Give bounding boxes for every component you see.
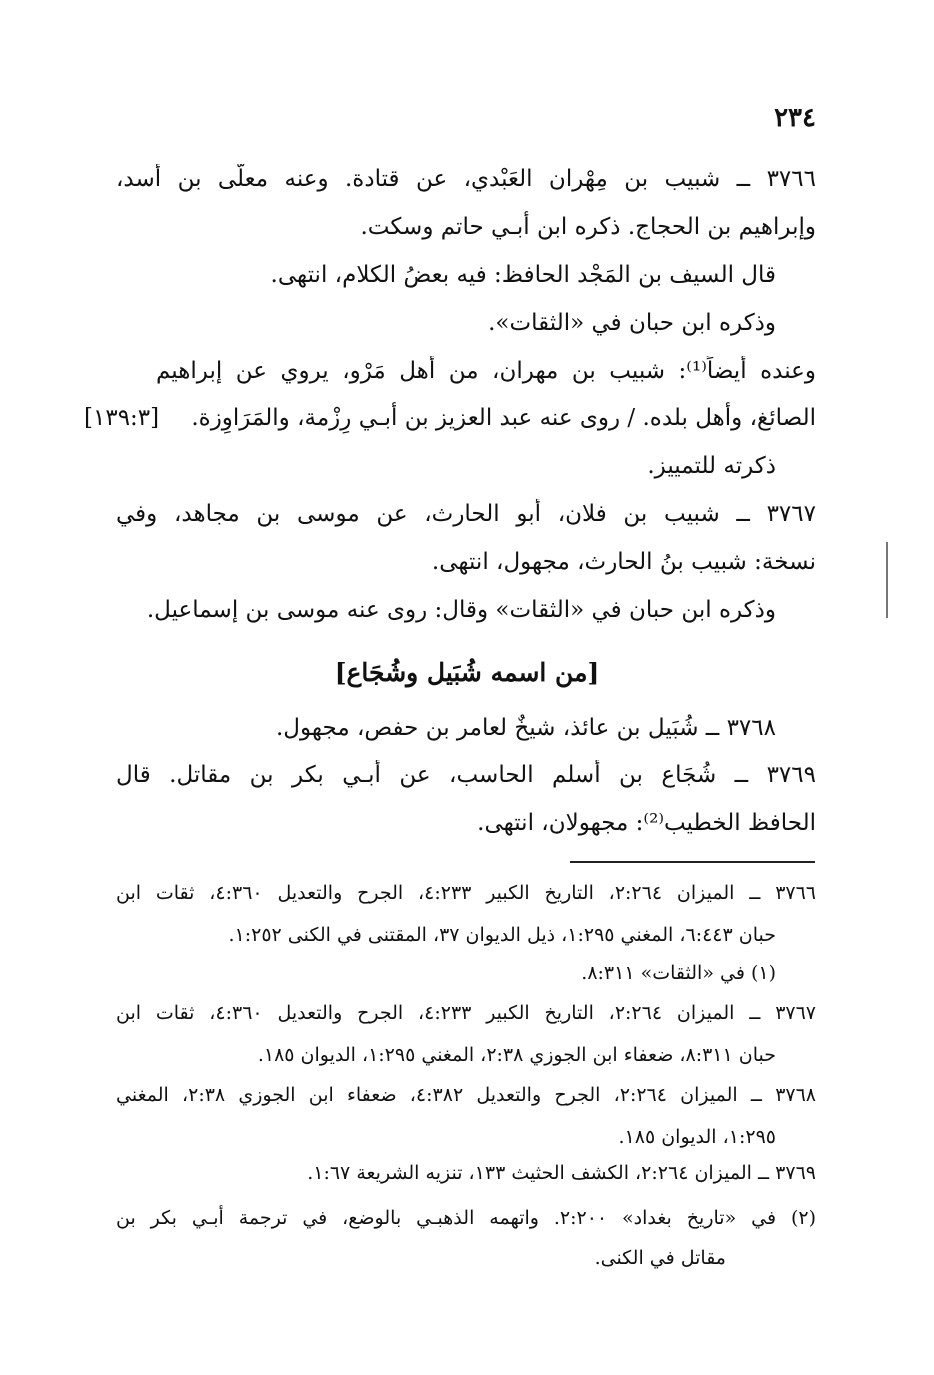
entry-3766-line-2: وإبراهيم بن الحجاج. ذكره ابن أبـي حاتم وسكت. (360, 214, 816, 240)
footnote-3768-line-2: ١:٢٩٥، الديوان ١٨٥. (618, 1126, 776, 1148)
footnote-note-1: (١) في «الثقات» ٨:٣١١. (581, 962, 776, 984)
footnote-separator (570, 861, 815, 863)
entry-3767-line-1: ٣٧٦٧ ــ شبيب بن فلان، أبو الحارث، عن موسى بن مجاهد، وفي (116, 501, 816, 527)
entry-3766-line-1: ٣٧٦٦ ــ شبيب بن مِهْران العَبْدي، عن قتادة. وعنه معلّى بن أسد، (116, 166, 816, 192)
entry-3767-line-2: نسخة: شبيب بنُ الحارث، مجهول، انتهى. (431, 549, 816, 575)
entry-3766-line-7: ذكرته للتمييز. (647, 453, 776, 479)
footnote-note-2-line-2: مقاتل في الكنى. (594, 1247, 726, 1269)
margin-rule (886, 542, 888, 618)
entry-3766-line-6: الصائغ، وأهل بلده. / روى عنه عبد العزيز بن أبـي رِزْمة، والمَرَاوِزة. (191, 405, 816, 431)
page-number: ٢٣٤ (774, 103, 816, 133)
entry-3769-line-2: الحافظ الخطيب⁽²⁾: مجهولان، انتهى. (477, 810, 816, 836)
section-heading: [من اسمه شُبَيل وشُجَاع] (334, 658, 600, 687)
entry-3766-line-3: قال السيف بن المَجْد الحافظ: فيه بعضُ الكلام، انتهى. (270, 262, 776, 288)
footnote-3769-line-1: ٣٧٦٩ ــ الميزان ٢:٢٦٤، الكشف الحثيث ١٣٣، تنزيه الشريعة ١:٦٧. (307, 1162, 816, 1184)
footnote-3766-line-2: حبان ٦:٤٤٣، المغني ١:٢٩٥، ذيل الديوان ٣٧، المقتنى في الكنى ١:٢٥٢. (228, 924, 776, 946)
footnote-note-2-line-1: (٢) في «تاريخ بغداد» ٢:٢٠٠. واتهمه الذهبـي بالوضع، في ترجمة أبـي بكر بن (116, 1207, 816, 1229)
entry-3768-line-1: ٣٧٦٨ ــ شُبَيل بن عائذ، شيخٌ لعامر بن حفص، مجهول. (275, 715, 776, 741)
entry-3769-line-1: ٣٧٦٩ ــ شُجَاع بن أسلم الحاسب، عن أبـي بكر بن مقاتل. قال (116, 762, 816, 788)
margin-reference: [١٣٩:٣] (84, 405, 160, 431)
entry-3767-line-3: وذكره ابن حبان في «الثقات» وقال: روى عنه موسى بن إسماعيل. (146, 597, 776, 623)
footnote-3767-line-1: ٣٧٦٧ ــ الميزان ٢:٢٦٤، التاريخ الكبير ٤:٢٣٣، الجرح والتعديل ٤:٣٦٠، ثقات ابن (116, 1002, 816, 1024)
footnote-3767-line-2: حبان ٨:٣١١، ضعفاء ابن الجوزي ٢:٣٨، المغني ١:٢٩٥، الديوان ١٨٥. (257, 1044, 776, 1066)
entry-3766-line-4: وذكره ابن حبان في «الثقات». (488, 310, 776, 336)
footnote-3768-line-1: ٣٧٦٨ ــ الميزان ٢:٢٦٤، الجرح والتعديل ٤:٣٨٢، ضعفاء ابن الجوزي ٢:٣٨، المغني (116, 1084, 816, 1106)
entry-3766-line-5: وعنده أيضاً⁽¹⁾: شبيب بن مهران، من أهل مَرْو، يروي عن إبراهيم (156, 358, 816, 384)
footnote-3766-line-1: ٣٧٦٦ ــ الميزان ٢:٢٦٤، التاريخ الكبير ٤:٢٣٣، الجرح والتعديل ٤:٣٦٠، ثقات ابن (116, 882, 816, 904)
